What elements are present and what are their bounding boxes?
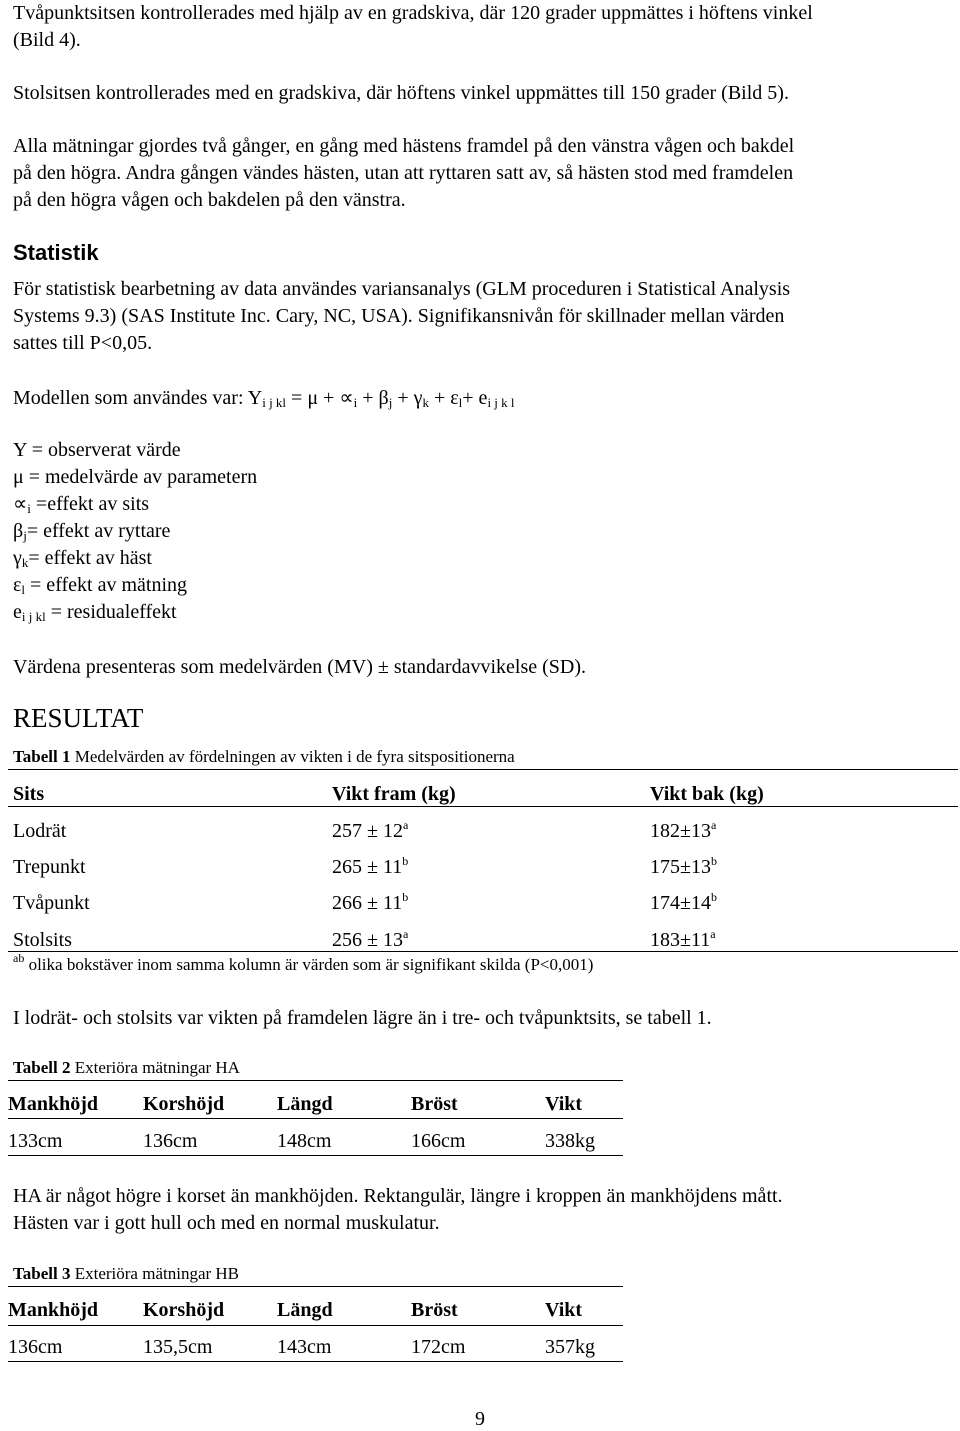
cell-sits: Trepunkt bbox=[13, 856, 86, 878]
formula-text: + β bbox=[357, 387, 389, 409]
cell-sits: Tvåpunkt bbox=[13, 892, 90, 914]
superscript: b bbox=[402, 854, 409, 868]
value: 183±11 bbox=[650, 929, 711, 951]
cell-bak bbox=[650, 929, 716, 952]
cell-bak bbox=[650, 820, 716, 843]
table-cell: 357kg bbox=[545, 1336, 595, 1358]
paragraph-after-table1 bbox=[13, 1005, 948, 1032]
text-line: på den högra. Andra gången vändes hästen, utan att ryttaren satt av, så hästen stod med framdelen bbox=[13, 162, 794, 184]
symbol: γ bbox=[13, 547, 22, 569]
column-header: Mankhöjd bbox=[8, 1093, 99, 1115]
caption-label: Tabell 3 bbox=[13, 1264, 71, 1283]
column-header: Vikt fram (kg) bbox=[332, 783, 456, 805]
value: 257 ± 12 bbox=[332, 820, 403, 842]
table2-top-rule bbox=[8, 1080, 623, 1081]
model-formula bbox=[13, 385, 515, 410]
def-beta bbox=[13, 518, 257, 545]
column-header: Korshöjd bbox=[143, 1299, 225, 1321]
paragraph-statistik bbox=[13, 276, 948, 357]
def-text: = residualeffekt bbox=[45, 601, 177, 623]
symbol-sub: l bbox=[21, 582, 26, 597]
table2-bottom-rule bbox=[8, 1155, 623, 1156]
formula-text: + ε bbox=[428, 387, 459, 409]
paragraph-tvapunktsits bbox=[13, 0, 948, 54]
column-header: Sits bbox=[13, 783, 45, 805]
formula-sub: k bbox=[422, 395, 429, 410]
table3-caption bbox=[13, 1264, 239, 1284]
text-line: (Bild 4). bbox=[13, 29, 81, 51]
formula-sub: i j k l bbox=[487, 395, 515, 410]
column-header: Mankhöjd bbox=[8, 1299, 99, 1321]
text-line: på den högra vågen och bakdelen på den vänstra. bbox=[13, 189, 406, 211]
cell-sits: Stolsits bbox=[13, 929, 72, 951]
def-text: =effekt av sits bbox=[30, 493, 150, 515]
text-line: I lodrät- och stolsits var vikten på framdelen lägre än i tre- och tvåpunktsits, se tabell 1. bbox=[13, 1007, 712, 1029]
cell-fram bbox=[332, 820, 408, 843]
footnote-marker: ab bbox=[13, 951, 25, 965]
def-epsilon bbox=[13, 572, 257, 599]
table-cell: 338kg bbox=[545, 1130, 595, 1152]
def-text: = effekt av mätning bbox=[25, 574, 188, 596]
symbol: ε bbox=[13, 574, 22, 596]
paragraph-after-table2 bbox=[13, 1183, 948, 1237]
caption-label: Tabell 1 bbox=[13, 747, 71, 766]
superscript: a bbox=[402, 927, 409, 941]
column-header: Bröst bbox=[411, 1093, 458, 1115]
page-number: 9 bbox=[475, 1408, 485, 1430]
value: 266 ± 11 bbox=[332, 892, 403, 914]
cell-fram bbox=[332, 929, 408, 952]
text-line: Hästen var i gott hull och med en normal muskulatur. bbox=[13, 1212, 440, 1234]
value: 175±13 bbox=[650, 856, 711, 878]
text-line: Tvåpunktsitsen kontrollerades med hjälp av en gradskiva, där 120 grader uppmättes i höftens vinkel bbox=[13, 2, 813, 24]
column-header: Bröst bbox=[411, 1299, 458, 1321]
table2-header-rule bbox=[8, 1118, 623, 1119]
table3-bottom-rule bbox=[8, 1361, 623, 1362]
column-header: Vikt bbox=[545, 1093, 583, 1115]
paragraph-values bbox=[13, 654, 948, 681]
superscript: b bbox=[402, 890, 409, 904]
table-cell: 136cm bbox=[8, 1336, 63, 1358]
def-text: = effekt av ryttare bbox=[26, 520, 171, 542]
table-cell: 172cm bbox=[411, 1336, 466, 1358]
formula-sub: j bbox=[388, 395, 393, 410]
table-cell: 133cm bbox=[8, 1130, 63, 1152]
text-line: Värdena presenteras som medelvärden (MV) ± standardavvikelse (SD). bbox=[13, 656, 586, 678]
column-header: Längd bbox=[277, 1093, 333, 1115]
cell-fram bbox=[332, 856, 408, 879]
value: 174±14 bbox=[650, 892, 711, 914]
superscript: b bbox=[710, 854, 717, 868]
text-line: Alla mätningar gjordes två gånger, en gång med hästens framdel på den vänstra vågen och bakdel bbox=[13, 135, 795, 157]
symbol: β bbox=[13, 520, 24, 542]
table1-header-rule bbox=[8, 806, 958, 807]
table-cell: 136cm bbox=[143, 1130, 198, 1152]
symbol-sub: j bbox=[23, 528, 27, 543]
column-header: Vikt bak (kg) bbox=[650, 783, 764, 805]
text-line: HA är något högre i korset än mankhöjden. Rektangulär, längre i kroppen än mankhöjdens mått. bbox=[13, 1185, 783, 1207]
text-line: Stolsitsen kontrollerades med en gradskiva, där höftens vinkel uppmättes till 150 grader (Bild 5). bbox=[13, 82, 789, 104]
text-line: Systems 9.3) (SAS Institute Inc. Cary, NC, USA). Signifikansnivån för skillnader mellan värden bbox=[13, 305, 785, 327]
def-residual bbox=[13, 599, 257, 626]
value: 182±13 bbox=[650, 820, 711, 842]
symbol-sub: i j kl bbox=[21, 609, 46, 624]
superscript: a bbox=[710, 818, 717, 832]
table3-header-rule bbox=[8, 1325, 623, 1326]
formula-text: + γ bbox=[392, 387, 423, 409]
cell-bak bbox=[650, 892, 717, 915]
caption-text: Exteriöra mätningar HA bbox=[70, 1058, 240, 1077]
superscript: a bbox=[710, 927, 716, 941]
text-line: För statistisk bearbetning av data användes variansanalys (GLM proceduren i Statistical Analysis bbox=[13, 278, 791, 300]
def-text: = effekt av häst bbox=[28, 547, 152, 569]
formula-text: + e bbox=[462, 387, 488, 409]
column-header: Längd bbox=[277, 1299, 333, 1321]
superscript: a bbox=[402, 818, 409, 832]
formula-text: Modellen som användes var: Y bbox=[13, 387, 263, 409]
formula-sub: i bbox=[353, 395, 358, 410]
table2-caption bbox=[13, 1058, 240, 1078]
superscript: b bbox=[710, 890, 717, 904]
formula-text: = μ + ∝ bbox=[286, 387, 354, 409]
table-cell: 135,5cm bbox=[143, 1336, 213, 1358]
table1-bottom-rule bbox=[8, 951, 958, 952]
cell-bak bbox=[650, 856, 717, 879]
section-heading-resultat: RESULTAT bbox=[13, 703, 144, 733]
def-mu: μ = medelvärde av parametern bbox=[13, 466, 258, 488]
table-cell: 166cm bbox=[411, 1130, 466, 1152]
column-header: Korshöjd bbox=[143, 1093, 225, 1115]
def-gamma bbox=[13, 545, 257, 572]
table-cell: 148cm bbox=[277, 1130, 332, 1152]
footnote-text: olika bokstäver inom samma kolumn är värden som är signifikant skilda (P<0,001) bbox=[24, 955, 594, 974]
caption-text: Exteriöra mätningar HB bbox=[70, 1264, 240, 1283]
paragraph-matningar bbox=[13, 133, 948, 214]
table1-footnote bbox=[13, 951, 594, 975]
table1-caption bbox=[13, 747, 515, 767]
text-line: sattes till P<0,05. bbox=[13, 332, 153, 354]
symbol: ∝ bbox=[13, 493, 28, 515]
table3-top-rule bbox=[8, 1286, 623, 1287]
table-cell: 143cm bbox=[277, 1336, 332, 1358]
variable-definitions bbox=[13, 437, 257, 626]
paragraph-stolsits bbox=[13, 80, 948, 107]
formula-sub: i j kl bbox=[262, 395, 287, 410]
value: 256 ± 13 bbox=[332, 929, 403, 951]
caption-text: Medelvärden av fördelningen av vikten i de fyra sitspositionerna bbox=[70, 747, 515, 766]
caption-label: Tabell 2 bbox=[13, 1058, 71, 1077]
symbol-sub: k bbox=[21, 555, 29, 570]
table1-top-rule bbox=[8, 769, 958, 770]
value: 265 ± 11 bbox=[332, 856, 403, 878]
def-y: Y = observerat värde bbox=[13, 439, 181, 461]
section-heading-statistik: Statistik bbox=[13, 240, 99, 265]
cell-sits: Lodrät bbox=[13, 820, 67, 842]
def-alpha bbox=[13, 491, 257, 518]
column-header: Vikt bbox=[545, 1299, 583, 1321]
symbol: e bbox=[13, 601, 22, 623]
formula-sub: l bbox=[458, 395, 463, 410]
symbol-sub: i bbox=[27, 501, 31, 516]
cell-fram bbox=[332, 892, 408, 915]
